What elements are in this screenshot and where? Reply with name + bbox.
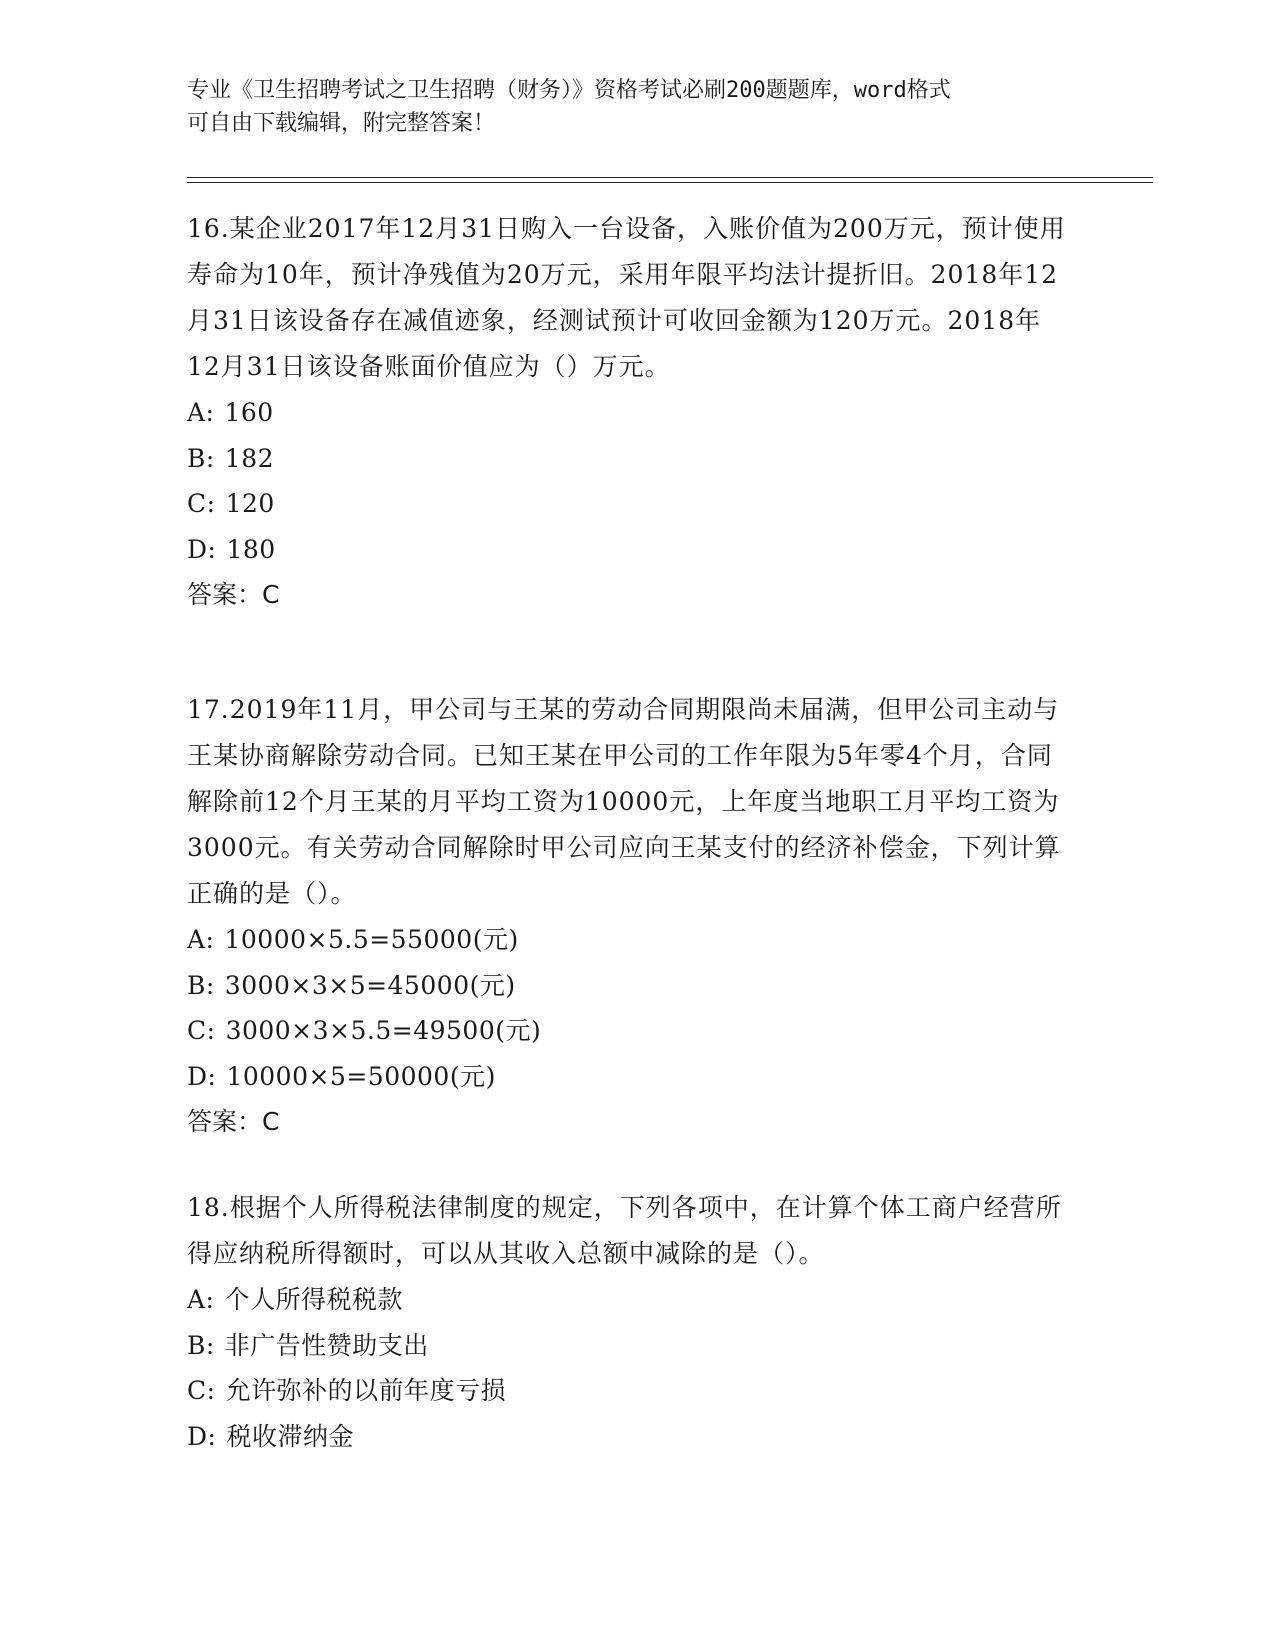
- option-a: [187, 917, 1067, 963]
- question-stem: 18.根据个人所得税法律制度的规定，下列各项中，在计算个体工商户经营所得应纳税所得额时，可以从其收入总额中减除的是（）。: [187, 1193, 1062, 1268]
- option-a: [187, 390, 1067, 436]
- option-text: 允许弥补的以前年度亏损: [225, 1376, 507, 1405]
- option-b: [187, 963, 1067, 1009]
- option-letter: D:: [187, 1061, 217, 1091]
- option-text: 非广告性赞助支出: [224, 1330, 429, 1360]
- answer-line: 答案：C: [187, 1107, 280, 1136]
- option-text: 182: [224, 443, 275, 473]
- option-text: 税收滞纳金: [226, 1421, 354, 1451]
- header-line-1: 专业《卫生招聘考试之卫生招聘（财务）》资格考试必刷200题题库，word格式: [187, 78, 951, 103]
- option-a: [187, 1277, 1067, 1323]
- option-letter: A:: [187, 925, 215, 954]
- option-text: 3000×3×5=45000(元): [224, 970, 516, 1000]
- document-header: [187, 74, 1087, 140]
- option-letter: C:: [187, 1376, 216, 1405]
- option-text: 3000×3×5.5=49500(元): [225, 1016, 542, 1045]
- option-text: 180: [226, 534, 276, 564]
- option-d: [187, 1414, 1067, 1460]
- header-divider-top: [187, 177, 1153, 178]
- header-line-2: 可自由下载编辑，附完整答案！: [187, 111, 496, 136]
- option-letter: A:: [187, 1285, 215, 1314]
- option-d: [187, 527, 1067, 573]
- option-b: [187, 436, 1067, 482]
- option-text: 160: [224, 398, 274, 427]
- question-16: [187, 206, 1067, 618]
- option-b: [187, 1323, 1067, 1369]
- option-c: [187, 1008, 1067, 1054]
- option-letter: B:: [187, 443, 215, 473]
- question-stem: 16.某企业2017年12月31日购入一台设备，入账价值为200万元，预计使用寿命为10年，预计净残值为20万元，采用年限平均法计提折旧。2018年12月31日该设备存在减值迹象，经测试预计可收回金额为120万元。2018年12月31日该设备账面价值应为（）万元。: [187, 214, 1066, 381]
- header-divider-bottom: [187, 182, 1153, 183]
- option-letter: C:: [187, 489, 216, 518]
- question-18: [187, 1185, 1067, 1459]
- option-letter: A:: [187, 398, 215, 427]
- option-letter: C:: [187, 1016, 216, 1045]
- option-letter: D:: [187, 534, 217, 564]
- option-text: 10000×5.5=55000(元): [224, 925, 519, 954]
- option-letter: D:: [187, 1421, 217, 1451]
- option-letter: B:: [187, 1330, 215, 1360]
- option-letter: B:: [187, 970, 215, 1000]
- question-17: [187, 687, 1067, 1145]
- question-stem: 17.2019年11月，甲公司与王某的劳动合同期限尚未届满，但甲公司主动与王某协商解除劳动合同。已知王某在甲公司的工作年限为5年零4个月，合同解除前12个月王某的月平均工资为10000元，上年度当地职工月平均工资为3000元。有关劳动合同解除时甲公司应向王某支付的经济补偿金，下列计算正确的是（）。: [187, 695, 1061, 908]
- option-c: [187, 481, 1067, 527]
- option-c: [187, 1368, 1067, 1414]
- option-text: 个人所得税税款: [224, 1285, 403, 1314]
- option-text: 10000×5=50000(元): [226, 1061, 496, 1091]
- option-d: [187, 1054, 1067, 1100]
- answer-line: 答案：C: [187, 580, 280, 609]
- option-text: 120: [225, 489, 275, 518]
